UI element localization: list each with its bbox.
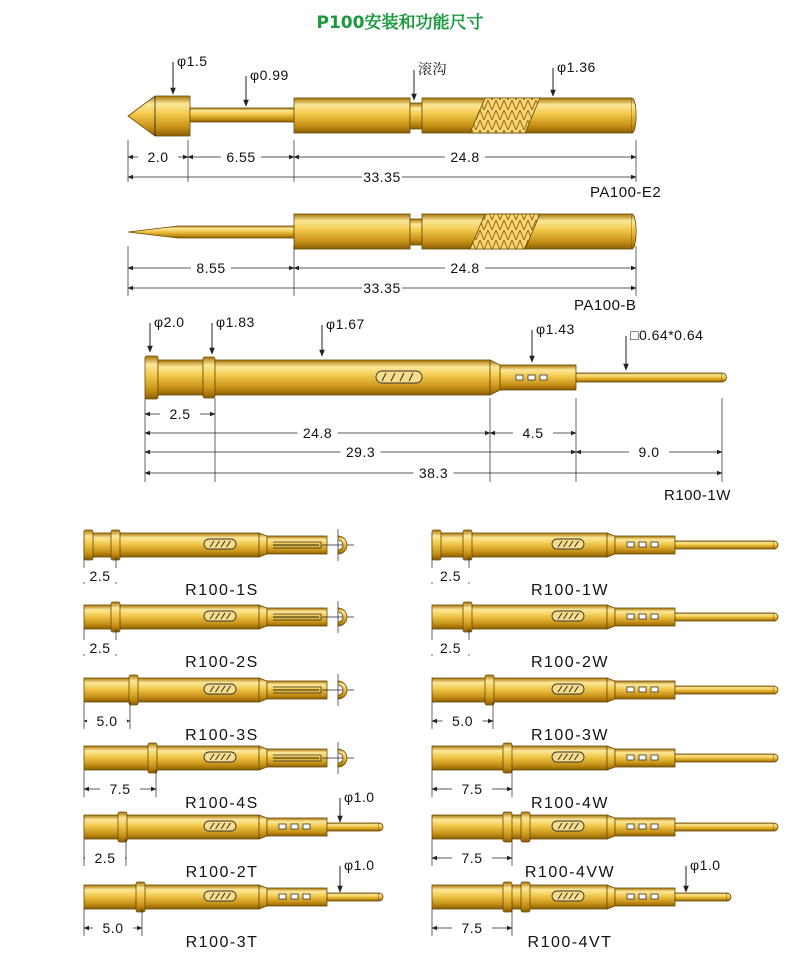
r-4-pin-shaft: [675, 823, 774, 831]
e2-dim-total-label: 33.35: [363, 169, 401, 185]
r-1-holes: [639, 614, 646, 619]
r-0-holes: [651, 542, 658, 547]
r-5-holes: [651, 894, 658, 899]
r-5-ring-1: [521, 882, 530, 912]
e2-barrel-end: [632, 98, 636, 133]
w1-dim-9_0-label: 9.0: [638, 444, 660, 460]
l-4-ring-0: [118, 812, 127, 842]
b-dim-barrel-label: 24.8: [450, 260, 480, 276]
page-title: P100安装和功能尺寸: [316, 13, 484, 33]
r-1-pin-shaft: [675, 613, 774, 621]
l-5-taper: [259, 885, 267, 909]
l-4-callout-label: φ1.0: [344, 789, 375, 805]
w1-front: [500, 365, 576, 390]
l-2-slot: [204, 684, 236, 694]
r-3-holes: [651, 755, 658, 760]
r-1-pin-tip: [774, 613, 778, 621]
r-4-ring-0: [503, 812, 512, 842]
r-1-taper: [607, 605, 615, 629]
l-5-pin-tip: [379, 893, 383, 901]
r-3-taper: [607, 746, 615, 770]
r-1-ring-0: [463, 602, 472, 632]
r-5-slot: [552, 891, 584, 901]
w1-holes: [528, 375, 535, 380]
l-1-slot: [204, 611, 236, 621]
w1-dim-2_5-label: 2.5: [169, 406, 191, 422]
r-4-pin-tip: [774, 823, 778, 831]
r-2-holes: [627, 687, 634, 692]
w1-body-1: [158, 360, 203, 395]
b-roll-groove: [410, 219, 422, 245]
e2-dim-head-label: 2.0: [147, 149, 169, 165]
r-2-taper: [607, 678, 615, 702]
r-3-pin-tip: [774, 754, 778, 762]
l-0-ring-0: [84, 530, 93, 560]
r-5-taper: [607, 885, 615, 909]
l-2-model: R100-3S: [185, 727, 259, 744]
l-5-callout-label: φ1.0: [344, 857, 375, 873]
b-barrel-front: [294, 214, 410, 249]
l-3-dim-label: 7.5: [109, 781, 131, 797]
r-0-pin-tip: [774, 541, 778, 549]
l-5-slot: [204, 891, 236, 901]
l-3-slot: [204, 752, 236, 762]
w1-callout-body-label: φ1.67: [326, 316, 365, 332]
l-1-ring-0: [111, 602, 120, 632]
l-4-taper: [259, 815, 267, 839]
r-5-dim-label: 7.5: [461, 920, 483, 936]
b-barrel-end: [632, 214, 636, 249]
l-0-ring-1: [111, 530, 120, 560]
r-0-ring-1: [463, 530, 472, 560]
w1-holes: [516, 375, 523, 380]
r-0-model: R100-1W: [530, 582, 610, 599]
l-0-taper: [259, 533, 267, 557]
w1-dim-38_3-label: 38.3: [418, 465, 449, 481]
b-dim-total-label: 33.35: [363, 280, 401, 296]
l-1-model: R100-2S: [185, 654, 259, 671]
r-4-dim-label: 7.5: [461, 850, 483, 866]
r-3-slot: [552, 752, 584, 762]
l-0-dim-label: 2.5: [89, 568, 111, 584]
w1-callout-flange-label: φ2.0: [154, 314, 185, 330]
l-5-ring-0: [136, 882, 145, 912]
b-dim-plunger-label: 8.55: [196, 260, 226, 276]
l-4-pin-shaft: [327, 823, 379, 831]
r-2-holes: [651, 687, 658, 692]
e2-dim-plunger-label: 6.55: [226, 149, 256, 165]
r-2-holes: [639, 687, 646, 692]
l-4-holes: [279, 824, 286, 829]
r-1-model: R100-2W: [530, 654, 610, 671]
e2-plunger: [190, 108, 294, 122]
r-5-callout-label: φ1.0: [690, 857, 721, 873]
r-4-ring-1: [521, 812, 530, 842]
e2-head: [128, 96, 190, 136]
r-4-holes: [639, 824, 646, 829]
l-5-pin-shaft: [327, 893, 379, 901]
r-4-taper: [607, 815, 615, 839]
l-5-holes: [279, 894, 286, 899]
l-3-taper: [259, 746, 267, 770]
l-0-slot: [204, 539, 236, 549]
r-3-ring-0: [503, 743, 512, 773]
r-5-pin-tip: [727, 893, 731, 901]
r-5-holes: [639, 894, 646, 899]
r-3-holes: [627, 755, 634, 760]
w1-taper: [490, 360, 500, 395]
r-5-pin-shaft: [675, 893, 727, 901]
r-2-ring-0: [485, 675, 494, 705]
r-4-holes: [651, 824, 658, 829]
l-5-dim-label: 5.0: [102, 920, 124, 936]
w1-pin-shaft: [576, 373, 722, 382]
r-3-pin-shaft: [675, 754, 774, 762]
r-0-holes: [639, 542, 646, 547]
w1-callout-front-label: φ1.43: [536, 321, 575, 337]
r-0-holes: [627, 542, 634, 547]
r-5-ring-0: [503, 882, 512, 912]
r-4-slot: [552, 821, 584, 831]
l-1-taper: [259, 605, 267, 629]
r-0-pin-shaft: [675, 541, 774, 549]
r-1-dim-label: 2.5: [440, 640, 461, 656]
b-plunger: [128, 226, 294, 238]
w1-callout-ring-label: φ1.83: [216, 314, 255, 330]
r-2-dim-label: 5.0: [452, 713, 473, 729]
w1-model: R100-1W: [664, 487, 731, 504]
r-2-slot: [552, 684, 584, 694]
w1-slot: [376, 371, 422, 383]
b-model: PA100-B: [574, 297, 637, 314]
w1-dim-4_5-label: 4.5: [522, 425, 544, 441]
r-0-slot: [552, 539, 584, 549]
e2-barrel-front: [294, 98, 410, 133]
w1-callout-pin-label: □0.64*0.64: [630, 327, 704, 343]
e2-callout-head-label: φ1.5: [177, 53, 208, 69]
w1-dim-24_8-label: 24.8: [302, 425, 333, 441]
l-1-dim-label: 2.5: [89, 640, 111, 656]
l-4-holes: [291, 824, 298, 829]
r-0-taper: [607, 533, 615, 557]
r-0-ring-0: [432, 530, 441, 560]
r-2-pin-shaft: [675, 686, 774, 694]
r-2-pin-tip: [774, 686, 778, 694]
r-1-holes: [627, 614, 634, 619]
l-4-holes: [303, 824, 310, 829]
l-5-model: R100-3T: [185, 934, 259, 951]
r-2-model: R100-3W: [530, 727, 610, 744]
r-4-holes: [627, 824, 634, 829]
e2-model: PA100-E2: [590, 184, 662, 201]
l-5-holes: [303, 894, 310, 899]
r-4-model: R100-4VW: [524, 864, 616, 881]
r-0-dim-label: 2.5: [440, 568, 461, 584]
w1-body-2: [215, 360, 490, 395]
w1-ring: [203, 357, 215, 398]
l-4-slot: [204, 821, 236, 831]
r-1-holes: [651, 614, 658, 619]
l-2-ring-0: [129, 675, 138, 705]
l-4-model: R100-2T: [185, 864, 259, 881]
l-4-dim-label: 2.5: [94, 850, 116, 866]
l-3-model: R100-4S: [185, 795, 259, 812]
l-3-ring-0: [148, 743, 157, 773]
r-3-holes: [639, 755, 646, 760]
l-4-pin-tip: [379, 823, 383, 831]
l-0-model: R100-1S: [185, 582, 259, 599]
e2-dim-barrel-label: 24.8: [450, 149, 480, 165]
w1-dim-29_3-label: 29.3: [345, 444, 376, 460]
r-1-slot: [552, 611, 584, 621]
e2-roll-groove: [410, 103, 422, 129]
w1-flange: [145, 356, 158, 399]
l-2-dim-label: 5.0: [96, 713, 118, 729]
r-3-model: R100-4W: [530, 795, 610, 812]
e2-callout-barrel-label: φ1.36: [557, 59, 596, 75]
r-5-model: R100-4VT: [527, 934, 613, 951]
w1-pin-tip: [722, 373, 727, 382]
l-2-taper: [259, 678, 267, 702]
e2-callout-groove-label: 滚沟: [418, 61, 447, 77]
w1-holes: [540, 375, 547, 380]
l-5-holes: [291, 894, 298, 899]
e2-callout-plunger-label: φ0.99: [250, 67, 289, 83]
r-5-holes: [627, 894, 634, 899]
r-3-dim-label: 7.5: [461, 781, 483, 797]
